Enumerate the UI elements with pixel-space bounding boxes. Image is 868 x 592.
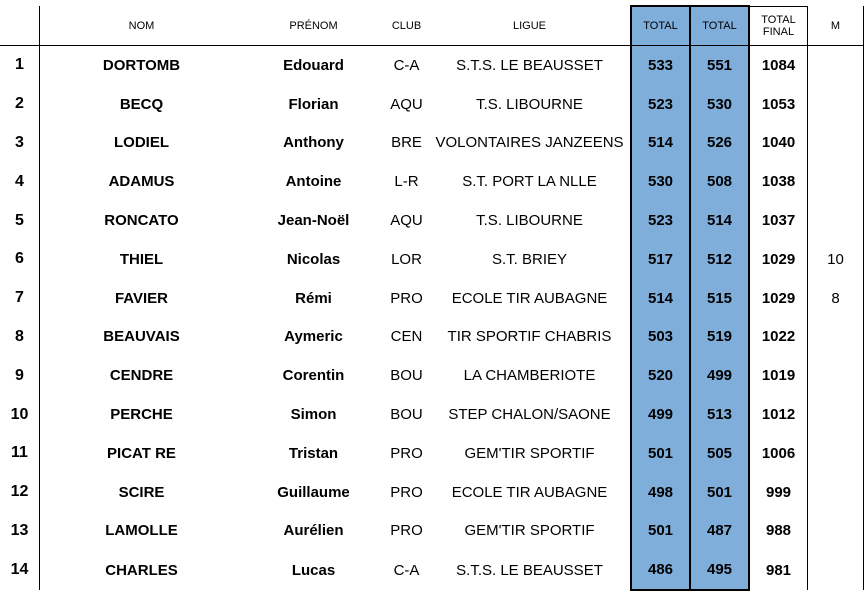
rank-cell: 3	[0, 124, 40, 163]
prenom-cell: Aymeric	[284, 328, 343, 346]
total-final-cell: 1037	[749, 201, 808, 240]
total-final-cell: 1053	[749, 85, 808, 124]
club-cell: BOU	[390, 406, 423, 424]
club-cell: LOR	[391, 250, 422, 268]
total-2-cell: 551	[690, 46, 749, 85]
m-cell	[808, 46, 864, 85]
rank-cell: 12	[0, 473, 40, 512]
ligue-cell: GEM'TIR SPORTIF	[464, 444, 595, 462]
table-row	[0, 162, 864, 201]
club-cell: L-R	[394, 173, 419, 191]
club-cell: CEN	[390, 328, 423, 346]
prenom-cell: Jean-Noël	[277, 212, 350, 230]
prenom-cell: Antoine	[285, 173, 342, 191]
m-cell	[808, 124, 864, 163]
nom-cell: CHARLES	[105, 561, 178, 579]
rank-cell: 4	[0, 162, 40, 201]
club-cell: C-A	[393, 56, 420, 74]
prenom-cell: Rémi	[295, 289, 332, 307]
table-row	[0, 124, 864, 163]
m-cell	[808, 395, 864, 434]
nom-cell: LAMOLLE	[105, 522, 178, 540]
total-final-cell: 988	[749, 512, 808, 551]
ligue-cell: LA CHAMBERIOTE	[463, 367, 596, 385]
rank-cell: 8	[0, 318, 40, 357]
prenom-cell: Florian	[288, 95, 339, 113]
prenom-cell: Aurélien	[283, 522, 344, 540]
table-row	[0, 85, 864, 124]
total-final-cell: 1019	[749, 356, 808, 395]
ligue-cell: S.T. BRIEY	[491, 250, 568, 268]
table-row	[0, 240, 864, 279]
ligue-cell: S.T. PORT LA NLLE	[462, 173, 597, 191]
m-cell	[808, 473, 864, 512]
total-1-cell: 523	[631, 85, 690, 124]
total-final-cell: 1084	[749, 46, 808, 85]
nom-cell: CENDRE	[109, 367, 174, 385]
table-row	[0, 201, 864, 240]
total-1-cell: 503	[631, 318, 690, 357]
club-cell: BOU	[390, 367, 423, 385]
total-final-cell: 1040	[749, 124, 808, 163]
club-cell: PRO	[390, 522, 423, 540]
total-final-cell: 1012	[749, 395, 808, 434]
total-1-cell: 501	[631, 512, 690, 551]
header-total-2: TOTAL	[690, 6, 749, 46]
table-header	[0, 6, 864, 46]
total-2-cell: 513	[690, 395, 749, 434]
club-cell: BRE	[391, 134, 422, 152]
total-1-cell: 499	[631, 395, 690, 434]
table-row	[0, 550, 864, 590]
prenom-cell: Edouard	[283, 56, 344, 74]
ligue-cell: VOLONTAIRES JANZEENS	[435, 134, 624, 152]
total-1-cell: 514	[631, 124, 690, 163]
club-cell: PRO	[390, 444, 423, 462]
nom-cell: PICAT RE	[107, 444, 176, 462]
total-2-cell: 487	[690, 512, 749, 551]
rank-cell: 9	[0, 356, 40, 395]
ligue-cell: S.T.S. LE BEAUSSET	[456, 561, 603, 579]
rank-cell: 5	[0, 201, 40, 240]
total-final-cell: 1029	[749, 240, 808, 279]
header-total-final-line1: TOTAL	[761, 13, 796, 26]
nom-cell: SCIRE	[118, 483, 165, 501]
prenom-cell: Simon	[290, 406, 337, 424]
total-final-cell: 981	[749, 550, 808, 590]
header-rank	[0, 6, 40, 46]
m-cell	[808, 434, 864, 473]
total-2-cell: 512	[690, 240, 749, 279]
m-cell	[808, 318, 864, 357]
total-2-cell: 505	[690, 434, 749, 473]
club-cell: PRO	[390, 289, 423, 307]
total-2-cell: 508	[690, 162, 749, 201]
m-cell: 10	[808, 240, 864, 279]
rank-cell: 1	[0, 46, 40, 85]
table-row	[0, 395, 864, 434]
table-row	[0, 473, 864, 512]
total-2-cell: 501	[690, 473, 749, 512]
nom-cell: BECQ	[119, 95, 164, 113]
table-row	[0, 279, 864, 318]
table-row	[0, 356, 864, 395]
header-total-1: TOTAL	[631, 6, 690, 46]
header-total-final-line2: FINAL	[762, 25, 795, 38]
total-1-cell: 501	[631, 434, 690, 473]
prenom-cell: Lucas	[291, 561, 336, 579]
header-row	[0, 6, 864, 46]
nom-cell: ADAMUS	[108, 173, 175, 191]
total-1-cell: 517	[631, 240, 690, 279]
total-2-cell: 530	[690, 85, 749, 124]
ligue-cell: GEM'TIR SPORTIF	[464, 522, 595, 540]
club-cell: AQU	[390, 95, 423, 113]
ligue-cell: TIR SPORTIF CHABRIS	[447, 328, 612, 346]
table-body	[0, 46, 864, 591]
m-cell	[808, 162, 864, 201]
table-row	[0, 512, 864, 551]
ligue-cell: STEP CHALON/SAONE	[448, 406, 611, 424]
nom-cell: LODIEL	[114, 134, 169, 152]
total-1-cell: 514	[631, 279, 690, 318]
ligue-cell: ECOLE TIR AUBAGNE	[451, 289, 608, 307]
total-1-cell: 520	[631, 356, 690, 395]
rank-cell: 13	[0, 512, 40, 551]
m-cell	[808, 356, 864, 395]
total-1-cell: 523	[631, 201, 690, 240]
rank-cell: 2	[0, 85, 40, 124]
nom-cell: RONCATO	[104, 212, 179, 230]
club-cell: C-A	[393, 561, 420, 579]
rank-cell: 14	[0, 550, 40, 590]
prenom-cell: Anthony	[283, 134, 344, 152]
ligue-cell: ECOLE TIR AUBAGNE	[451, 483, 608, 501]
total-final-cell: 999	[749, 473, 808, 512]
rank-cell: 7	[0, 279, 40, 318]
table-row	[0, 434, 864, 473]
ligue-cell: S.T.S. LE BEAUSSET	[456, 56, 603, 74]
m-cell	[808, 512, 864, 551]
club-cell: PRO	[390, 483, 423, 501]
total-final-cell: 1022	[749, 318, 808, 357]
header-prenom: PRÉNOM	[243, 6, 384, 46]
table-row	[0, 318, 864, 357]
nom-cell: DORTOMB	[102, 56, 181, 74]
prenom-cell: Corentin	[282, 367, 345, 385]
total-1-cell: 498	[631, 473, 690, 512]
nom-cell: PERCHE	[110, 406, 173, 424]
header-club: CLUB	[384, 6, 429, 46]
table-row	[0, 46, 864, 85]
ligue-cell: T.S. LIBOURNE	[476, 95, 583, 113]
rank-cell: 10	[0, 395, 40, 434]
total-1-cell: 533	[631, 46, 690, 85]
nom-cell: THIEL	[119, 250, 164, 268]
rank-cell: 11	[0, 434, 40, 473]
club-cell: AQU	[390, 212, 423, 230]
total-2-cell: 526	[690, 124, 749, 163]
m-cell	[808, 201, 864, 240]
total-final-cell: 1029	[749, 279, 808, 318]
total-final-cell: 1038	[749, 162, 808, 201]
ligue-cell: T.S. LIBOURNE	[476, 212, 583, 230]
nom-cell: FAVIER	[114, 289, 169, 307]
prenom-cell: Tristan	[288, 444, 339, 462]
m-cell: 8	[808, 279, 864, 318]
header-ligue: LIGUE	[429, 6, 631, 46]
prenom-cell: Guillaume	[277, 483, 350, 501]
total-2-cell: 499	[690, 356, 749, 395]
total-2-cell: 515	[690, 279, 749, 318]
header-m: M	[808, 6, 864, 46]
total-1-cell: 530	[631, 162, 690, 201]
m-cell	[808, 550, 864, 590]
nom-cell: BEAUVAIS	[103, 328, 180, 346]
total-2-cell: 519	[690, 318, 749, 357]
results-table	[0, 5, 864, 591]
total-2-cell: 514	[690, 201, 749, 240]
header-nom: NOM	[40, 6, 244, 46]
m-cell	[808, 85, 864, 124]
total-final-cell: 1006	[749, 434, 808, 473]
prenom-cell: Nicolas	[286, 250, 341, 268]
header-total-final-text	[761, 14, 795, 38]
rank-cell: 6	[0, 240, 40, 279]
total-2-cell: 495	[690, 550, 749, 590]
header-total-final	[749, 6, 808, 46]
total-1-cell: 486	[631, 550, 690, 590]
